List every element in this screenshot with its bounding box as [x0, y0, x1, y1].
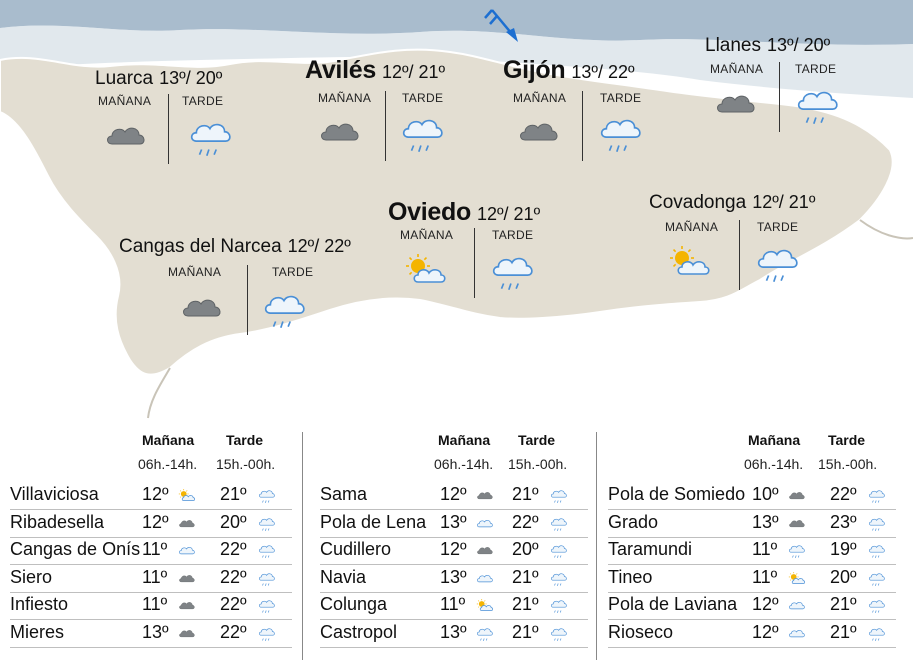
afternoon-label: TARDE — [182, 94, 224, 108]
cloud-icon — [517, 114, 561, 157]
rain-icon — [258, 516, 276, 537]
cloud-icon — [178, 516, 196, 537]
afternoon-temp: 21º — [830, 594, 857, 614]
morning-temp: 13º — [752, 511, 779, 532]
afternoon-temp: 22º — [220, 566, 247, 587]
afternoon-temp: 21º — [512, 594, 539, 614]
city-covadonga — [649, 192, 815, 214]
rain-icon — [400, 114, 446, 159]
morning-temp: 12º — [142, 511, 169, 532]
afternoon-temp: 22º — [220, 621, 247, 642]
morning-temp: 12º — [752, 621, 779, 642]
afternoon-temp: 21º — [220, 484, 247, 504]
city-avilés — [305, 56, 445, 85]
morning-temp: 11º — [142, 566, 168, 587]
morning-temp: 12º — [752, 594, 779, 614]
morning-temp: 12º — [440, 539, 467, 559]
city-name: Covadonga — [649, 192, 747, 213]
cloud-icon — [178, 571, 196, 592]
rain-icon — [598, 114, 644, 159]
afternoon-temp: 23º — [830, 511, 857, 532]
city-temps: 12º/ 21º — [381, 62, 446, 82]
divider — [385, 91, 386, 161]
city-name: Llanes — [705, 35, 761, 56]
morning-label: MAÑANA — [710, 62, 764, 76]
table-row — [608, 620, 896, 648]
sun-cloud-icon — [668, 244, 712, 287]
town-name: Cudillero — [320, 539, 392, 559]
town-name: Castropol — [320, 621, 398, 642]
hours-afternoon: 15h.-00h. — [216, 456, 276, 472]
header-afternoon: Tarde — [518, 432, 556, 448]
city-temps: 13º/ 20º — [159, 68, 223, 88]
town-name: Mieres — [10, 621, 65, 642]
city-temps: 12º/ 22º — [287, 236, 351, 256]
rain-icon — [550, 571, 568, 592]
morning-label: MAÑANA — [318, 91, 372, 105]
cloud-icon — [180, 290, 224, 333]
table-row — [320, 565, 588, 593]
afternoon-temp: 21º — [512, 621, 539, 642]
cloud-icon — [788, 488, 806, 509]
table-row — [320, 620, 588, 648]
cloud-light-icon — [178, 543, 196, 564]
morning-temp: 11º — [752, 566, 778, 587]
boundary-line — [860, 220, 913, 238]
rain-icon — [868, 626, 886, 647]
morning-temp: 13º — [440, 511, 467, 532]
afternoon-temp: 20º — [220, 511, 247, 532]
cloud-light-icon — [476, 516, 494, 537]
afternoon-label: TARDE — [402, 91, 444, 105]
city-gijón — [503, 56, 635, 85]
rain-icon — [868, 598, 886, 619]
divider — [168, 94, 169, 164]
town-name: Grado — [608, 511, 659, 532]
table-row — [320, 510, 588, 538]
afternoon-label: TARDE — [757, 220, 799, 234]
rain-icon — [258, 626, 276, 647]
table-row — [608, 537, 896, 565]
morning-temp: 12º — [142, 484, 169, 504]
hours-afternoon: 15h.-00h. — [818, 456, 878, 472]
table-row — [10, 482, 292, 510]
rain-icon — [868, 543, 886, 564]
morning-temp: 13º — [440, 566, 467, 587]
town-name: Pola de Laviana — [608, 594, 738, 614]
city-name: Avilés — [305, 56, 376, 84]
city-oviedo — [388, 198, 540, 227]
sun-cloud-icon — [788, 571, 806, 592]
column-divider — [596, 432, 597, 660]
morning-temp: 10º — [752, 484, 779, 504]
table-row — [320, 482, 588, 510]
city-name: Luarca — [95, 68, 154, 89]
cloud-icon — [178, 598, 196, 619]
rain-icon — [550, 516, 568, 537]
sun-cloud-icon — [404, 252, 448, 295]
table-row — [320, 592, 588, 620]
cloud-light-icon — [476, 571, 494, 592]
table-row — [320, 537, 588, 565]
town-name: Cangas de Onís — [10, 539, 141, 559]
rain-icon — [188, 118, 234, 163]
cloud-icon — [788, 516, 806, 537]
divider — [739, 220, 740, 290]
cloud-icon — [476, 488, 494, 509]
city-llanes — [705, 35, 830, 57]
rain-icon — [755, 244, 801, 289]
table-row — [10, 510, 292, 538]
morning-temp: 11º — [142, 539, 168, 559]
town-name: Siero — [10, 566, 53, 587]
divider — [582, 91, 583, 161]
town-name: Taramundi — [608, 539, 693, 559]
city-temps: 12º/ 21º — [752, 192, 816, 212]
morning-label: MAÑANA — [98, 94, 152, 108]
afternoon-temp: 22º — [220, 539, 247, 559]
column-divider — [302, 432, 303, 660]
divider — [247, 265, 248, 335]
morning-temp: 13º — [142, 621, 169, 642]
afternoon-temp: 19º — [830, 539, 857, 559]
rain-icon — [550, 598, 568, 619]
hours-morning: 06h.-14h. — [744, 456, 804, 472]
town-name: Infiesto — [10, 594, 69, 614]
town-name: Sama — [320, 484, 368, 504]
cloud-light-icon — [788, 598, 806, 619]
hours-morning: 06h.-14h. — [138, 456, 198, 472]
rain-icon — [550, 543, 568, 564]
rain-icon — [550, 488, 568, 509]
rain-icon — [258, 598, 276, 619]
afternoon-temp: 22º — [512, 511, 539, 532]
morning-temp: 11º — [440, 594, 466, 614]
rain-icon — [868, 516, 886, 537]
rain-icon — [868, 571, 886, 592]
afternoon-temp: 20º — [830, 566, 857, 587]
morning-temp: 12º — [440, 484, 467, 504]
town-name: Colunga — [320, 594, 388, 614]
town-name: Pola de Somiedo — [608, 484, 746, 504]
city-name: Gijón — [503, 56, 566, 84]
rain-icon — [795, 86, 841, 131]
afternoon-temp: 22º — [830, 484, 857, 504]
rain-icon — [550, 626, 568, 647]
town-name: Tineo — [608, 566, 653, 587]
hours-afternoon: 15h.-00h. — [508, 456, 568, 472]
morning-label: MAÑANA — [168, 265, 222, 279]
rain-icon — [788, 543, 806, 564]
rain-icon — [490, 252, 536, 297]
afternoon-temp: 21º — [830, 621, 857, 642]
cloud-light-icon — [788, 626, 806, 647]
table-row — [10, 565, 292, 593]
table-row — [608, 510, 896, 538]
morning-temp: 11º — [752, 539, 778, 559]
morning-label: MAÑANA — [400, 228, 454, 242]
morning-label: MAÑANA — [665, 220, 719, 234]
afternoon-label: TARDE — [272, 265, 314, 279]
morning-temp: 11º — [142, 594, 168, 614]
city-temps: 13º/ 22º — [571, 62, 635, 82]
town-name: Villaviciosa — [10, 484, 99, 504]
table-row — [608, 565, 896, 593]
header-morning: Mañana — [748, 432, 801, 448]
divider — [779, 62, 780, 132]
city-luarca — [95, 68, 222, 90]
cloud-icon — [178, 626, 196, 647]
town-name: Rioseco — [608, 621, 674, 642]
rain-icon — [262, 290, 308, 335]
header-morning: Mañana — [438, 432, 491, 448]
afternoon-temp: 22º — [220, 594, 247, 614]
city-temps: 12º/ 21º — [476, 204, 541, 224]
table-row — [608, 482, 896, 510]
table-row — [10, 620, 292, 648]
sun-cloud-icon — [476, 598, 494, 619]
afternoon-temp: 20º — [512, 539, 539, 559]
hours-morning: 06h.-14h. — [434, 456, 494, 472]
afternoon-temp: 21º — [512, 566, 539, 587]
afternoon-label: TARDE — [492, 228, 534, 242]
cloud-icon — [104, 118, 148, 161]
city-cangas-del-narcea — [119, 236, 351, 258]
cloud-icon — [476, 543, 494, 564]
city-temps: 13º/ 20º — [767, 35, 831, 55]
cloud-icon — [318, 114, 362, 157]
sun-cloud-icon — [178, 488, 196, 509]
town-name: Ribadesella — [10, 511, 105, 532]
afternoon-label: TARDE — [795, 62, 837, 76]
header-morning: Mañana — [142, 432, 195, 448]
morning-label: MAÑANA — [513, 91, 567, 105]
table-row — [10, 537, 292, 565]
rain-icon — [258, 488, 276, 509]
rain-icon — [258, 543, 276, 564]
town-name: Navia — [320, 566, 367, 587]
cloud-icon — [714, 86, 758, 129]
table-row — [10, 592, 292, 620]
rain-icon — [476, 626, 494, 647]
city-name: Cangas del Narcea — [119, 236, 282, 257]
header-afternoon: Tarde — [828, 432, 866, 448]
rain-icon — [868, 488, 886, 509]
afternoon-temp: 21º — [512, 484, 539, 504]
town-name: Pola de Lena — [320, 511, 427, 532]
rain-icon — [258, 571, 276, 592]
afternoon-label: TARDE — [600, 91, 642, 105]
header-afternoon: Tarde — [226, 432, 264, 448]
city-name: Oviedo — [388, 198, 471, 226]
morning-temp: 13º — [440, 621, 467, 642]
table-row — [608, 592, 896, 620]
divider — [474, 228, 475, 298]
